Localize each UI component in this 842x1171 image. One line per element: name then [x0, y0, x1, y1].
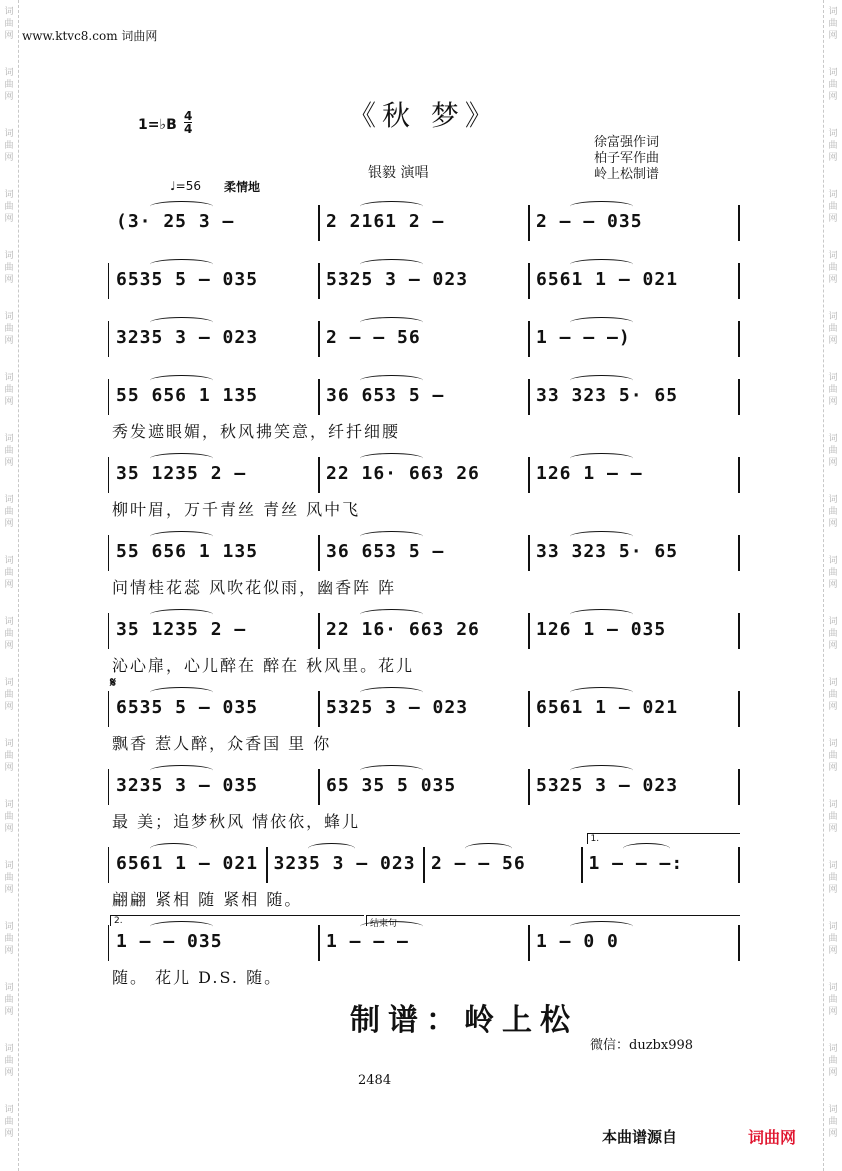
- watermark-char: 曲: [828, 385, 838, 395]
- slur-mark: [360, 531, 423, 542]
- watermark-char: 词: [828, 495, 838, 505]
- watermark-char: 曲: [4, 873, 14, 883]
- barline: [318, 321, 320, 357]
- measure-notes: (3· 25 3 –: [116, 211, 235, 232]
- watermark-char: 词: [4, 739, 14, 749]
- measure-notes: 5325 3 – 023: [326, 269, 469, 290]
- barline: [108, 613, 109, 649]
- key-signature: 1=♭B: [138, 117, 177, 133]
- watermark-char: 网: [4, 580, 14, 590]
- watermark-char: 曲: [828, 629, 838, 639]
- barline: [581, 847, 583, 883]
- slur-mark: [150, 453, 213, 464]
- barline: [738, 847, 740, 883]
- watermark-char: 词: [4, 251, 14, 261]
- watermark-char: 曲: [828, 324, 838, 334]
- watermark-char: 网: [4, 397, 14, 407]
- source-brand-link[interactable]: 词曲网: [748, 1128, 797, 1147]
- watermark-char: 网: [4, 763, 14, 773]
- watermark-char: 网: [828, 763, 838, 773]
- watermark-char: 曲: [4, 934, 14, 944]
- measure-notes: 33 323 5· 65: [536, 385, 679, 406]
- measure-notes: 65 35 5 035: [326, 775, 457, 796]
- watermark-char: 词: [4, 617, 14, 627]
- watermark-char: 网: [828, 519, 838, 529]
- watermark-char: 网: [828, 1068, 838, 1078]
- barline: [738, 379, 740, 415]
- watermark-char: 网: [4, 153, 14, 163]
- watermark-char: 网: [828, 397, 838, 407]
- watermark-char: 词: [828, 7, 838, 17]
- watermark-char: 词: [828, 312, 838, 322]
- barline: [108, 321, 109, 357]
- watermark-char: 曲: [828, 1117, 838, 1127]
- site-url[interactable]: www.ktvc8.com 词曲网: [22, 29, 158, 43]
- time-signature-top: 4: [184, 109, 193, 123]
- watermark-char: 词: [828, 739, 838, 749]
- watermark-char: 曲: [4, 446, 14, 456]
- watermark-char: 曲: [828, 80, 838, 90]
- measure-notes: 3235 3 – 023: [273, 853, 416, 874]
- source-label: 本曲谱源自: [602, 1128, 678, 1146]
- watermark-char: 曲: [4, 141, 14, 151]
- watermark-char: 网: [828, 275, 838, 285]
- score-row: [110, 195, 740, 253]
- slur-mark: [570, 453, 633, 464]
- measure-notes: 1 – 0 0: [536, 931, 619, 952]
- watermark-char: 词: [4, 495, 14, 505]
- barline: [318, 691, 320, 727]
- barline: [108, 691, 109, 727]
- measure-notes: 1 – – 035: [116, 931, 223, 952]
- measure-notes: 6535 5 – 035: [116, 269, 259, 290]
- barline: [528, 321, 530, 357]
- slur-mark: [150, 201, 213, 212]
- song-title: 《秋 梦》: [348, 99, 499, 132]
- watermark-char: 词: [828, 861, 838, 871]
- watermark-char: 曲: [828, 19, 838, 29]
- watermark-char: 网: [4, 885, 14, 895]
- watermark-char: 曲: [4, 1117, 14, 1127]
- watermark-char: 曲: [4, 507, 14, 517]
- slur-mark: [150, 259, 213, 270]
- score-row: [110, 915, 740, 993]
- watermark-char: 网: [4, 92, 14, 102]
- barline: [738, 925, 740, 961]
- slur-mark: [360, 259, 423, 270]
- watermark-char: 网: [828, 1129, 838, 1139]
- watermark-char: 网: [828, 824, 838, 834]
- watermark-char: 词: [828, 617, 838, 627]
- slur-mark: [308, 843, 355, 854]
- watermark-char: 词: [4, 800, 14, 810]
- slur-mark: [150, 375, 213, 386]
- slur-mark: [570, 375, 633, 386]
- measure-notes: 6561 1 – 021: [116, 853, 259, 874]
- score-row: [110, 603, 740, 681]
- measure-notes: 126 1 – 035: [536, 619, 667, 640]
- watermark-char: 词: [4, 556, 14, 566]
- watermark-char: 网: [4, 702, 14, 712]
- barline: [318, 263, 320, 299]
- barline: [738, 321, 740, 357]
- watermark-char: 词: [4, 434, 14, 444]
- measure-notes: 2 – – 56: [326, 327, 421, 348]
- barline: [266, 847, 268, 883]
- barline: [318, 769, 320, 805]
- watermark-char: 网: [828, 885, 838, 895]
- measure-notes: 3235 3 – 023: [116, 327, 259, 348]
- measure-notes: 126 1 – –: [536, 463, 643, 484]
- lyric-line: 随。 花儿 D.S. 随。: [112, 968, 283, 987]
- score-row: [110, 834, 740, 915]
- page-number: 2484: [358, 1073, 392, 1088]
- watermark-char: 网: [828, 458, 838, 468]
- watermark-char: 词: [828, 129, 838, 139]
- barline: [528, 205, 530, 241]
- measure-notes: 36 653 5 –: [326, 385, 445, 406]
- watermark-char: 网: [4, 641, 14, 651]
- watermark-char: 曲: [4, 995, 14, 1005]
- score-row: [110, 253, 740, 311]
- barline: [738, 691, 740, 727]
- slur-mark: [570, 201, 633, 212]
- barline: [318, 205, 320, 241]
- watermark-char: 曲: [828, 995, 838, 1005]
- watermark-char: 曲: [4, 751, 14, 761]
- score-body: [110, 195, 740, 993]
- slur-mark: [150, 317, 213, 328]
- watermark-char: 词: [4, 1044, 14, 1054]
- watermark-char: 词: [4, 312, 14, 322]
- score-row: [110, 369, 740, 447]
- watermark-char: 词: [828, 68, 838, 78]
- watermark-char: 网: [828, 336, 838, 346]
- watermark-char: 网: [4, 275, 14, 285]
- watermark-char: 网: [4, 824, 14, 834]
- measure-notes: 33 323 5· 65: [536, 541, 679, 562]
- watermark-char: 曲: [4, 1056, 14, 1066]
- measure-notes: 5325 3 – 023: [326, 697, 469, 718]
- measure-notes: 1 – – –): [536, 327, 631, 348]
- barline: [423, 847, 425, 883]
- barline: [528, 613, 530, 649]
- slur-mark: [623, 843, 670, 854]
- watermark-char: 网: [828, 946, 838, 956]
- slur-mark: [570, 765, 633, 776]
- measure-notes: 1 – – –: [326, 931, 409, 952]
- slur-mark: [570, 609, 633, 620]
- barline: [738, 769, 740, 805]
- watermark-char: 网: [4, 336, 14, 346]
- watermark-char: 词: [828, 251, 838, 261]
- slur-mark: [570, 259, 633, 270]
- slur-mark: [150, 765, 213, 776]
- watermark-char: 网: [828, 580, 838, 590]
- watermark-char: 词: [828, 190, 838, 200]
- barline: [528, 263, 530, 299]
- measure-notes: 55 656 1 135: [116, 385, 259, 406]
- measure-notes: 35 1235 2 –: [116, 619, 247, 640]
- measure-notes: 2 – – 56: [431, 853, 526, 874]
- watermark-char: 网: [4, 1007, 14, 1017]
- barline: [738, 205, 740, 241]
- time-signature-bottom: 4: [184, 122, 193, 136]
- barline: [108, 769, 109, 805]
- watermark-char: 曲: [4, 568, 14, 578]
- watermark-char: 曲: [4, 385, 14, 395]
- watermark-char: 词: [4, 922, 14, 932]
- barline: [318, 925, 320, 961]
- watermark-char: 词: [4, 983, 14, 993]
- barline: [108, 263, 109, 299]
- watermark-char: 网: [828, 1007, 838, 1017]
- measure-notes: 1 – – –:: [588, 853, 684, 874]
- watermark-char: 词: [828, 556, 838, 566]
- barline: [318, 613, 320, 649]
- lyric-line: 最 美；追梦秋风 情依依，蜂儿: [112, 812, 361, 831]
- watermark-char: 网: [4, 519, 14, 529]
- watermark-char: 词: [4, 129, 14, 139]
- barline: [738, 535, 740, 571]
- score-row: [110, 759, 740, 837]
- measure-notes: 22 16· 663 26: [326, 463, 480, 484]
- watermark-char: 曲: [828, 568, 838, 578]
- slur-mark: [360, 765, 423, 776]
- barline: [738, 263, 740, 299]
- segno-sign: 𝄋: [110, 675, 117, 691]
- watermark-char: 词: [4, 373, 14, 383]
- measure-notes: 2 2161 2 –: [326, 211, 445, 232]
- watermark-char: 网: [4, 31, 14, 41]
- watermark-char: 词: [828, 434, 838, 444]
- watermark-char: 曲: [828, 934, 838, 944]
- watermark-char: 网: [4, 214, 14, 224]
- measure-notes: 2 – – 035: [536, 211, 643, 232]
- measure-notes: 36 653 5 –: [326, 541, 445, 562]
- lyric-line: 柳叶眉，万千青丝 青丝 风中飞: [112, 500, 361, 519]
- watermark-char: 网: [4, 458, 14, 468]
- slur-mark: [150, 531, 213, 542]
- watermark-char: 网: [828, 92, 838, 102]
- watermark-char: 曲: [4, 324, 14, 334]
- watermark-char: 曲: [828, 507, 838, 517]
- barline: [528, 379, 530, 415]
- slur-mark: [570, 317, 633, 328]
- barline: [318, 379, 320, 415]
- measure-notes: 35 1235 2 –: [116, 463, 247, 484]
- watermark-char: 词: [828, 800, 838, 810]
- barline: [738, 613, 740, 649]
- watermark-char: 网: [828, 641, 838, 651]
- second-ending: 2.: [110, 915, 364, 926]
- watermark-char: 曲: [4, 19, 14, 29]
- watermark-char: 曲: [4, 812, 14, 822]
- barline: [528, 691, 530, 727]
- lyric-line: 翩翩 紧相 随 紧相 随。: [112, 890, 303, 909]
- watermark-char: 词: [828, 678, 838, 688]
- barline: [108, 457, 109, 493]
- watermark-char: 曲: [828, 812, 838, 822]
- measure-notes: 22 16· 663 26: [326, 619, 480, 640]
- expression-marking: 柔情地: [224, 180, 261, 194]
- watermark-char: 曲: [4, 202, 14, 212]
- arranger-credit: 岭上松制谱: [594, 167, 660, 182]
- barline: [108, 535, 109, 571]
- barline: [318, 457, 320, 493]
- barline: [108, 925, 109, 961]
- slur-mark: [150, 609, 213, 620]
- watermark-char: 网: [828, 214, 838, 224]
- score-row: [110, 675, 740, 759]
- watermark-char: 网: [828, 31, 838, 41]
- watermark-char: 曲: [4, 690, 14, 700]
- left-watermark-strip: [0, 0, 19, 1171]
- barline: [108, 379, 109, 415]
- score-row: [110, 525, 740, 603]
- barline: [528, 535, 530, 571]
- lyric-line: 秀发遮眼媚，秋风拂笑意，纤扦细腰: [112, 422, 401, 441]
- composer-credit: 柏子军作曲: [594, 151, 660, 166]
- watermark-char: 词: [828, 373, 838, 383]
- slur-mark: [360, 687, 423, 698]
- watermark-char: 词: [4, 7, 14, 17]
- slur-mark: [360, 201, 423, 212]
- watermark-char: 词: [4, 1105, 14, 1115]
- watermark-char: 词: [4, 68, 14, 78]
- measure-notes: 6561 1 – 021: [536, 697, 679, 718]
- slur-mark: [570, 687, 633, 698]
- lyric-line: 飘香 惹人醉，众香国 里 你: [112, 734, 332, 753]
- score-row: [110, 447, 740, 525]
- watermark-char: 词: [4, 190, 14, 200]
- watermark-char: 曲: [828, 141, 838, 151]
- measure-notes: 6561 1 – 021: [536, 269, 679, 290]
- first-ending: 1.: [587, 833, 741, 844]
- watermark-char: 词: [828, 983, 838, 993]
- watermark-char: 网: [828, 702, 838, 712]
- slur-mark: [150, 843, 197, 854]
- barline: [528, 925, 530, 961]
- watermark-char: 词: [828, 1105, 838, 1115]
- slur-mark: [360, 609, 423, 620]
- arranger-signature: 制谱：岭上松: [350, 1003, 578, 1038]
- right-watermark-strip: [823, 0, 842, 1171]
- lyric-line: 沁心扉，心儿醉在 醉在 秋风里。花儿: [112, 656, 415, 675]
- watermark-char: 曲: [828, 446, 838, 456]
- slur-mark: [360, 317, 423, 328]
- watermark-char: 网: [4, 1068, 14, 1078]
- watermark-char: 曲: [828, 263, 838, 273]
- watermark-char: 曲: [828, 1056, 838, 1066]
- watermark-char: 曲: [828, 690, 838, 700]
- watermark-char: 网: [4, 946, 14, 956]
- slur-mark: [150, 687, 213, 698]
- coda-ending: 结束句: [366, 915, 740, 926]
- measure-notes: 6535 5 – 035: [116, 697, 259, 718]
- watermark-char: 网: [828, 153, 838, 163]
- barline: [318, 535, 320, 571]
- watermark-char: 词: [828, 922, 838, 932]
- lyric-line: 问情桂花蕊 风吹花似雨，幽香阵 阵: [112, 578, 397, 597]
- watermark-char: 曲: [4, 80, 14, 90]
- watermark-char: 曲: [4, 263, 14, 273]
- barline: [738, 457, 740, 493]
- watermark-char: 词: [4, 678, 14, 688]
- lyricist-credit: 徐富强作词: [594, 135, 660, 150]
- score-row: [110, 311, 740, 369]
- slur-mark: [360, 375, 423, 386]
- watermark-char: 曲: [828, 202, 838, 212]
- watermark-char: 词: [828, 1044, 838, 1054]
- watermark-char: 词: [4, 861, 14, 871]
- barline: [528, 457, 530, 493]
- wechat-id: 微信：duzbx998: [590, 1038, 694, 1053]
- measure-notes: 3235 3 – 035: [116, 775, 259, 796]
- watermark-char: 网: [4, 1129, 14, 1139]
- watermark-char: 曲: [4, 629, 14, 639]
- measure-notes: 55 656 1 135: [116, 541, 259, 562]
- slur-mark: [360, 453, 423, 464]
- watermark-char: 曲: [828, 751, 838, 761]
- slur-mark: [465, 843, 512, 854]
- watermark-char: 曲: [828, 873, 838, 883]
- time-signature: [184, 110, 192, 135]
- singer-credit: 银毅 演唱: [368, 165, 429, 181]
- tempo-marking: ♩=56: [170, 179, 201, 193]
- slur-mark: [570, 531, 633, 542]
- barline: [108, 847, 109, 883]
- measure-notes: 5325 3 – 023: [536, 775, 679, 796]
- barline: [528, 769, 530, 805]
